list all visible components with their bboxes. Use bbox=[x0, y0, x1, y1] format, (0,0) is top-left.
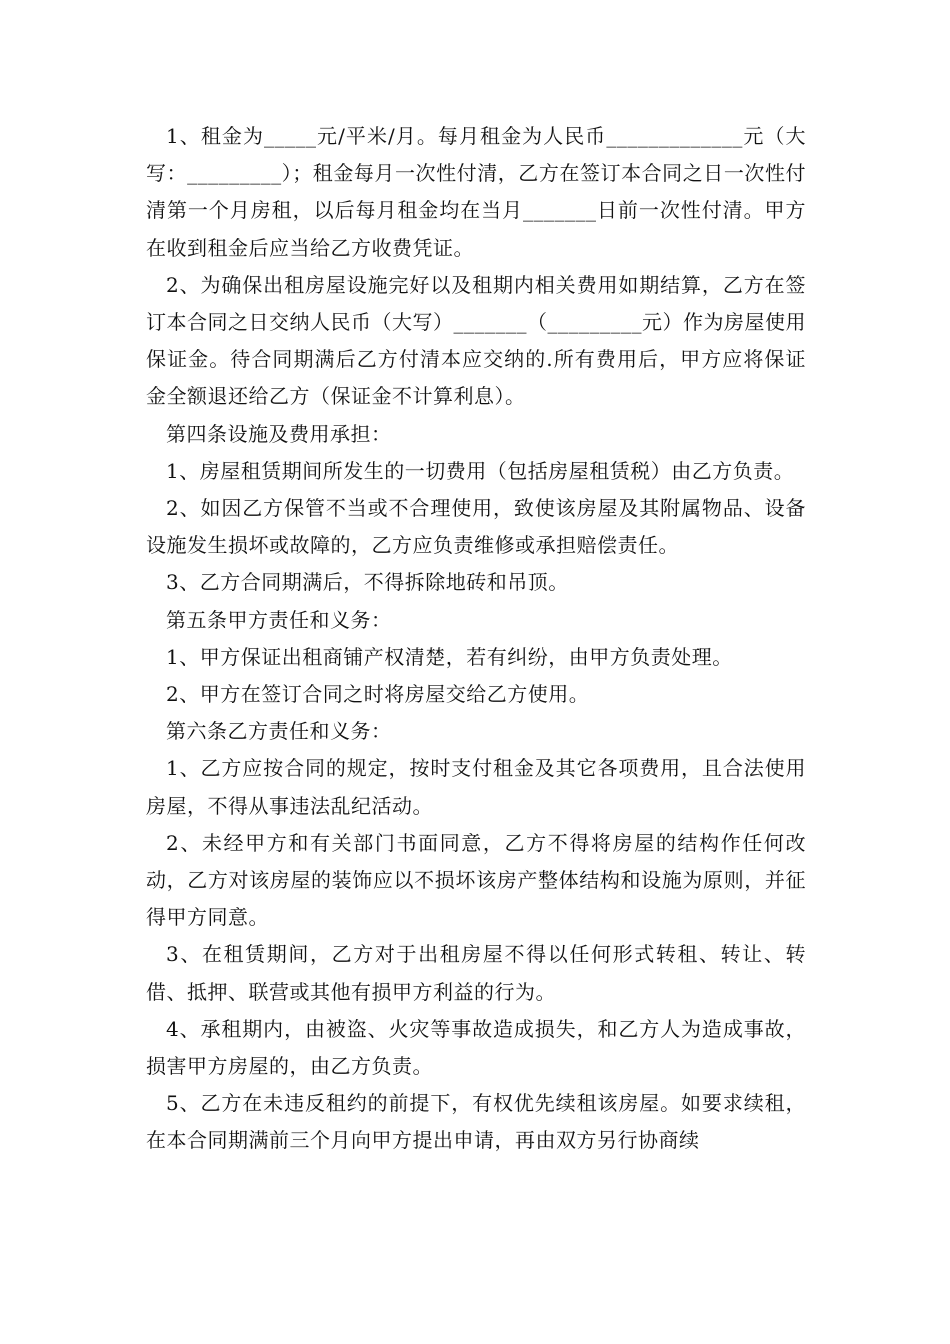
article-5-item-1: 1、甲方保证出租商铺产权清楚，若有纠纷，由甲方负责处理。 bbox=[166, 644, 733, 669]
article-6-item-3: 3、在租赁期间，乙方对于出租房屋不得以任何形式转租、转让、转借、抵押、联营或其他有损甲方利益的行为。 bbox=[146, 942, 806, 1004]
article-6-item-4: 4、承租期内，由被盗、火灾等事故造成损失，和乙方人为造成事故，损害甲方房屋的，由乙方负责。 bbox=[146, 1016, 806, 1079]
document-page bbox=[146, 118, 806, 1160]
article-4-item-3: 3、乙方合同期满后，不得拆除地砖和吊顶。 bbox=[166, 570, 569, 595]
article-6-item-1: 1、乙方应按合同的规定，按时支付租金及其它各项费用，且合法使用房屋，不得从事违法乱纪活动。 bbox=[146, 756, 806, 818]
article-4-heading: 第四条设施及费用承担： bbox=[166, 421, 392, 446]
rent-amount-clause: 1、租金为_____元/平米/月。每月租金为人民币_____________元（大写：_________）；租金每月一次性付清，乙方在签订本合同之日一次性付清第一个月房租，以后每月租金均在当月_______日前一次性付清。甲方在收到租金后应当给乙方收费凭证。 bbox=[146, 124, 806, 260]
deposit-clause: 2、为确保出租房屋设施完好以及租期内相关费用如期结算，乙方在签订本合同之日交纳人民币（大写）_______（_________元）作为房屋使用保证金。待合同期满后乙方付清本应交纳的.所有费用后，甲方应将保证金全额退还给乙方（保证金不计算利息）。 bbox=[146, 272, 806, 409]
article-5-item-2: 2、甲方在签订合同之时将房屋交给乙方使用。 bbox=[166, 682, 590, 707]
article-6-item-5: 5、乙方在未违反租约的前提下，有权优先续租该房屋。如要求续租，在本合同期满前三个月向甲方提出申请，再由双方另行协商续 bbox=[146, 1091, 806, 1153]
article-4-item-2: 2、如因乙方保管不当或不合理使用，致使该房屋及其附属物品、设备设施发生损坏或故障的，乙方应负责维修或承担赔偿责任。 bbox=[146, 496, 806, 558]
article-6-item-2: 2、未经甲方和有关部门书面同意，乙方不得将房屋的结构作任何改动，乙方对该房屋的装饰应以不损坏该房产整体结构和设施为原则，并征得甲方同意。 bbox=[146, 830, 806, 930]
article-5-heading: 第五条甲方责任和义务： bbox=[166, 607, 392, 632]
article-6-heading: 第六条乙方责任和义务： bbox=[166, 719, 392, 744]
article-4-item-1: 1、房屋租赁期间所发生的一切费用（包括房屋租赁税）由乙方负责。 bbox=[166, 458, 795, 483]
